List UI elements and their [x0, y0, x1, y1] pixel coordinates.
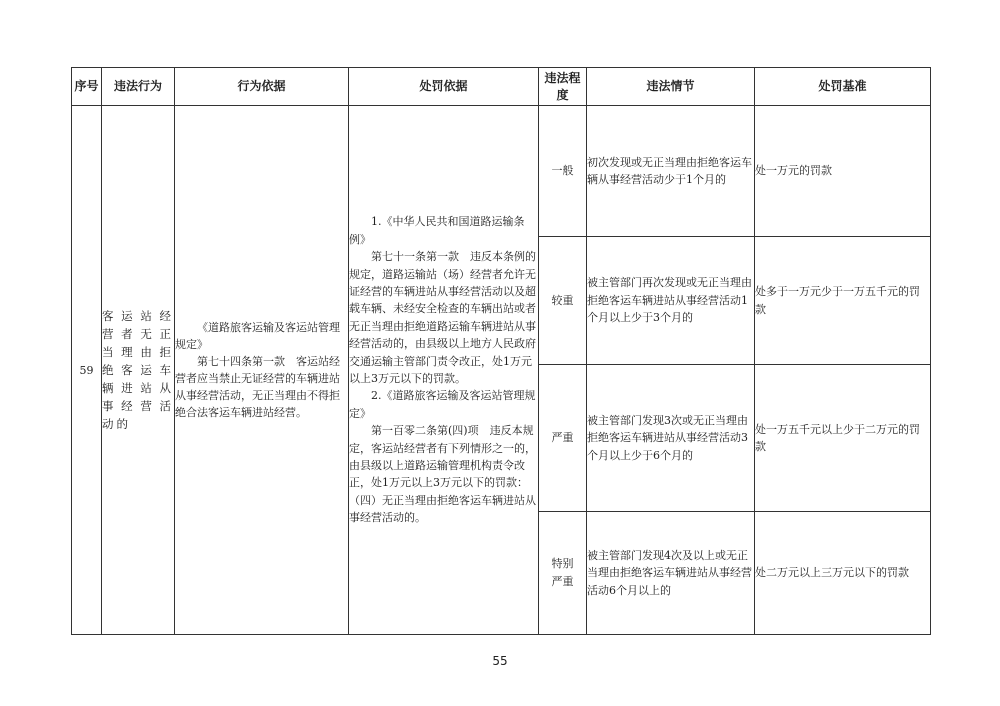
standard-very-severe: 处二万元以上三万元以下的罚款 — [755, 512, 931, 635]
header-circumstance: 违法情节 — [587, 68, 755, 106]
degree-severe: 严重 — [539, 365, 587, 512]
penalty-basis-cell — [349, 106, 539, 635]
penalty-basis-law-2: 2.《道路旅客运输及客运站管理规定》 — [349, 389, 536, 420]
degree-very-severe-text: 特别严重 — [551, 557, 574, 588]
circumstance-very-severe: 被主管部门发现4次及以上或无正当理由拒绝客运车辆进站从事经营活动6个月以上的 — [587, 512, 755, 635]
degree-very-severe — [539, 512, 587, 635]
degree-general: 一般 — [539, 106, 587, 237]
header-seq: 序号 — [72, 68, 102, 106]
header-degree: 违法程度 — [539, 68, 587, 106]
circumstance-severe: 被主管部门发现3次或无正当理由拒绝客运车辆进站从事经营活动3个月以上少于6个月的 — [587, 365, 755, 512]
header-penalty-basis: 处罚依据 — [349, 68, 539, 106]
header-row — [72, 68, 931, 106]
penalty-basis-clause-2: 第一百零二条第(四)项 违反本规定，客运站经营者有下列情形之一的，由县级以上道路运输管理机构责令改正，处1万元以上3万元以下的罚款：（四）无正当理由拒绝客运车辆进站从事经营活动的。 — [349, 424, 536, 525]
basis-clause: 第七十四条第一款 客运站经营者应当禁止无证经营的车辆进站从事经营活动，无正当理由不得拒绝合法客运车辆进站经营。 — [175, 355, 340, 419]
circumstance-serious: 被主管部门再次发现或无正当理由拒绝客运车辆进站从事经营活动1个月以上少于3个月的 — [587, 237, 755, 365]
standard-serious: 处多于一万元少于一万五千元的罚款 — [755, 237, 931, 365]
standard-severe: 处一万五千元以上少于二万元的罚款 — [755, 365, 931, 512]
standard-general: 处一万元的罚款 — [755, 106, 931, 237]
violation-act-cell: 客运站经营者无正当理由拒绝客运车辆进站从事经营活动的 — [102, 106, 175, 635]
penalty-basis-clause-1: 第七十一条第一款 违反本条例的规定，道路运输站（场）经营者允许无证经营的车辆进站从事经营活动以及超载车辆、未经安全检查的车辆出站或者无正当理由拒绝道路运输车辆进站从事经营活动的，由县级以上地方人民政府交通运输主管部门责令改正，处1万元以上3万元以下的罚款。 — [349, 250, 536, 385]
basis-title: 《道路旅客运输及客运站管理规定》 — [175, 321, 340, 351]
seq-cell: 59 — [72, 106, 102, 635]
header-standard: 处罚基准 — [755, 68, 931, 106]
circumstance-general: 初次发现或无正当理由拒绝客运车辆从事经营活动少于1个月的 — [587, 106, 755, 237]
behavior-basis-cell — [175, 106, 349, 635]
header-basis: 行为依据 — [175, 68, 349, 106]
header-act: 违法行为 — [102, 68, 175, 106]
table-row — [72, 106, 931, 237]
page-number: 55 — [492, 654, 508, 668]
penalty-basis-law-1: 1.《中华人民共和国道路运输条例》 — [349, 215, 525, 246]
degree-serious: 较重 — [539, 237, 587, 365]
penalty-table — [71, 67, 931, 635]
